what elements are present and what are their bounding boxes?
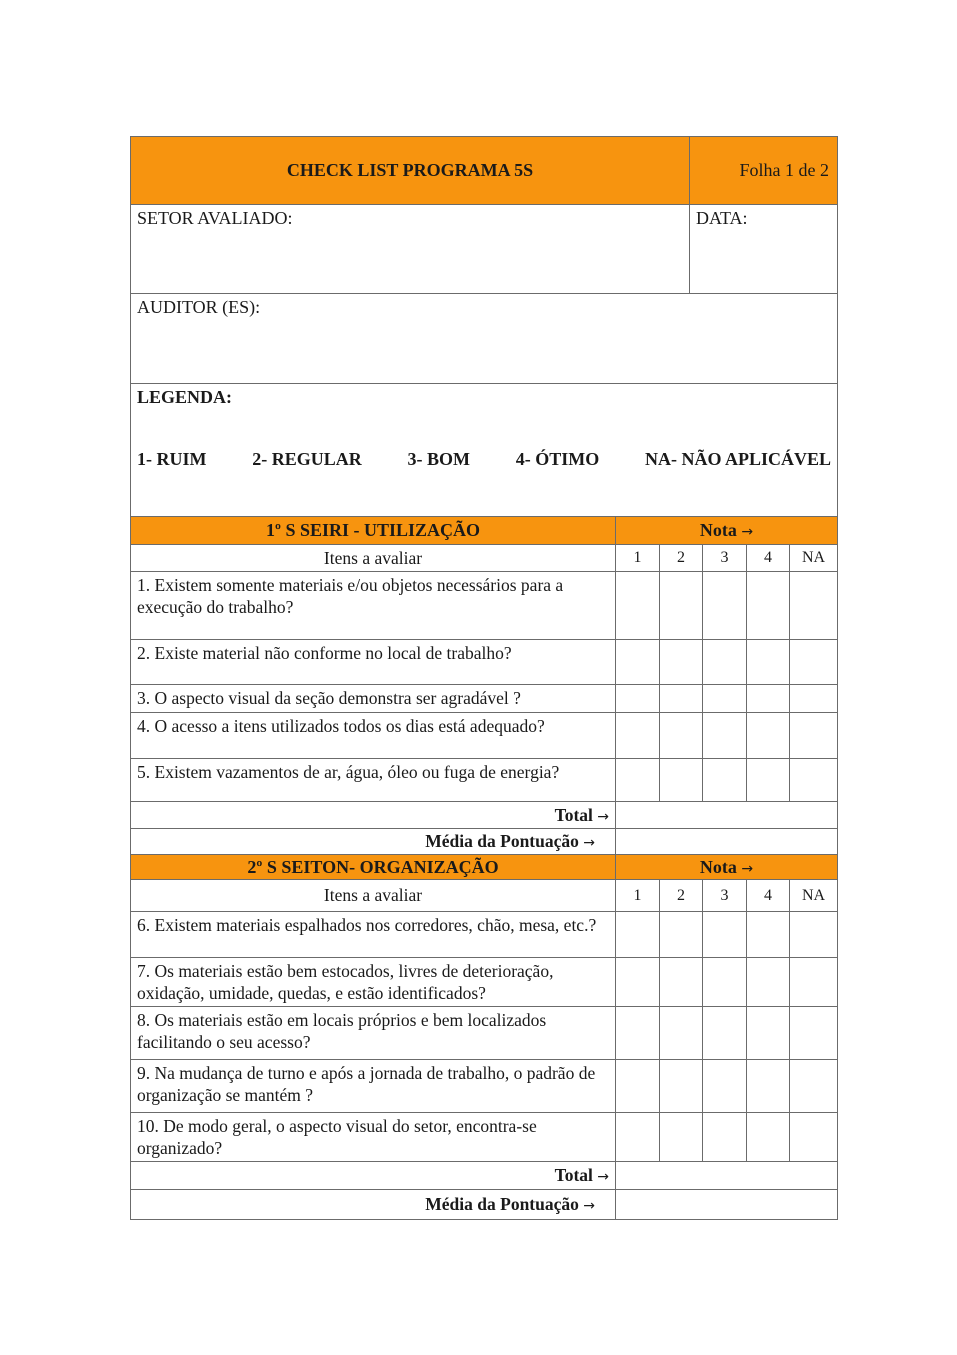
- score-cell[interactable]: [660, 1060, 703, 1113]
- question-9: 9. Na mudança de turno e após a jornada de trabalho, o padrão de organização se mantém ?: [131, 1060, 616, 1113]
- media-label: Média da Pontuação: [425, 831, 579, 851]
- arrow-right-icon: →: [741, 524, 754, 540]
- score-cell[interactable]: [660, 572, 703, 640]
- score-header-3: 3: [703, 880, 747, 912]
- total-label: Total: [554, 1165, 593, 1185]
- score-cell[interactable]: [616, 685, 660, 713]
- score-cell[interactable]: [616, 1113, 660, 1162]
- score-header-4: 4: [747, 545, 790, 572]
- document-title: CHECK LIST PROGRAMA 5S: [131, 137, 690, 205]
- question-6: 6. Existem materiais espalhados nos corredores, chão, mesa, etc.?: [131, 912, 616, 958]
- arrow-right-icon: →: [741, 860, 754, 877]
- checklist-sheet: [130, 136, 837, 1220]
- score-cell[interactable]: [703, 640, 747, 685]
- total-label: Total: [554, 804, 593, 825]
- score-header-4: 4: [747, 880, 790, 912]
- question-2: 2. Existe material não conforme no local de trabalho?: [131, 640, 616, 685]
- media-row: [131, 1190, 616, 1220]
- score-cell[interactable]: [790, 1113, 838, 1162]
- section1-table: [130, 516, 838, 855]
- score-header-2: 2: [660, 880, 703, 912]
- date-field[interactable]: [690, 205, 838, 294]
- arrow-right-icon: →: [597, 808, 609, 825]
- score-header-1: 1: [616, 545, 660, 572]
- question-3: 3. O aspecto visual da seção demonstra ser agradável ?: [131, 685, 616, 713]
- auditor-label: AUDITOR (ES):: [137, 297, 261, 317]
- legend-heading: LEGENDA:: [137, 387, 233, 407]
- score-cell[interactable]: [660, 1007, 703, 1060]
- score-cell[interactable]: [747, 685, 790, 713]
- score-cell[interactable]: [790, 1060, 838, 1113]
- score-cell[interactable]: [790, 1007, 838, 1060]
- sector-field[interactable]: [131, 205, 690, 294]
- media-row: [131, 829, 616, 855]
- score-cell[interactable]: [703, 1007, 747, 1060]
- header-table: [130, 136, 838, 517]
- score-cell[interactable]: [616, 958, 660, 1007]
- score-cell[interactable]: [747, 912, 790, 958]
- arrow-right-icon: →: [583, 835, 595, 851]
- section1-title: 1º S SEIRI - UTILIZAÇÃO: [131, 517, 616, 545]
- score-cell[interactable]: [747, 713, 790, 759]
- score-header-na: NA: [790, 545, 838, 572]
- total-row: [131, 802, 616, 829]
- score-cell[interactable]: [747, 1113, 790, 1162]
- score-cell[interactable]: [616, 1007, 660, 1060]
- score-cell[interactable]: [660, 912, 703, 958]
- score-header-na: NA: [790, 880, 838, 912]
- score-cell[interactable]: [747, 958, 790, 1007]
- score-cell[interactable]: [747, 1007, 790, 1060]
- media-label: Média da Pontuação: [425, 1194, 579, 1214]
- media-value-cell[interactable]: [616, 1190, 838, 1220]
- auditor-field[interactable]: [131, 294, 838, 384]
- score-cell[interactable]: [790, 685, 838, 713]
- question-7: 7. Os materiais estão bem estocados, livres de deterioração, oxidação, umidade, quedas, e estão identificados?: [131, 958, 616, 1007]
- legend-item: 4- ÓTIMO: [515, 449, 600, 469]
- score-cell[interactable]: [790, 958, 838, 1007]
- legend-item: 2- REGULAR: [252, 449, 362, 469]
- question-4: 4. O acesso a itens utilizados todos os dias está adequado?: [131, 713, 616, 759]
- score-header-3: 3: [703, 545, 747, 572]
- score-cell[interactable]: [660, 1113, 703, 1162]
- sheet-number: Folha 1 de 2: [690, 137, 838, 205]
- question-8: 8. Os materiais estão em locais próprios e bem localizados facilitando o seu acesso?: [131, 1007, 616, 1060]
- score-header-1: 1: [616, 880, 660, 912]
- score-cell[interactable]: [790, 713, 838, 759]
- score-cell[interactable]: [660, 640, 703, 685]
- score-cell[interactable]: [660, 759, 703, 802]
- nota-label: Nota: [699, 856, 737, 877]
- score-cell[interactable]: [747, 640, 790, 685]
- score-cell[interactable]: [703, 572, 747, 640]
- sector-label: SETOR AVALIADO:: [137, 208, 293, 228]
- score-cell[interactable]: [703, 759, 747, 802]
- score-cell[interactable]: [790, 759, 838, 802]
- score-cell[interactable]: [790, 912, 838, 958]
- total-row: [131, 1162, 616, 1190]
- legend-item: 1- RUIM: [137, 449, 207, 469]
- score-cell[interactable]: [703, 912, 747, 958]
- score-cell[interactable]: [660, 685, 703, 713]
- score-cell[interactable]: [616, 713, 660, 759]
- score-cell[interactable]: [616, 1060, 660, 1113]
- arrow-right-icon: →: [597, 1169, 609, 1185]
- question-5: 5. Existem vazamentos de ar, água, óleo ou fuga de energia?: [131, 759, 616, 802]
- score-cell[interactable]: [660, 958, 703, 1007]
- total-value-cell[interactable]: [616, 1162, 838, 1190]
- date-label: DATA:: [696, 208, 748, 228]
- score-cell[interactable]: [747, 572, 790, 640]
- score-cell[interactable]: [703, 958, 747, 1007]
- score-cell[interactable]: [616, 912, 660, 958]
- score-cell[interactable]: [703, 1113, 747, 1162]
- section2-title: 2º S SEITON- ORGANIZAÇÃO: [131, 855, 616, 880]
- nota-label: Nota: [699, 520, 737, 540]
- score-cell[interactable]: [660, 713, 703, 759]
- section1-nota-header: [616, 517, 838, 545]
- legend-item: 3- BOM: [407, 449, 470, 469]
- question-10: 10. De modo geral, o aspecto visual do setor, encontra-se organizado?: [131, 1113, 616, 1162]
- score-cell[interactable]: [703, 1060, 747, 1113]
- score-header-2: 2: [660, 545, 703, 572]
- score-cell[interactable]: [790, 640, 838, 685]
- media-value-cell[interactable]: [616, 829, 838, 855]
- legend-box: [131, 384, 838, 517]
- score-cell[interactable]: [790, 572, 838, 640]
- items-header: Itens a avaliar: [131, 545, 616, 572]
- score-cell[interactable]: [703, 685, 747, 713]
- question-1: 1. Existem somente materiais e/ou objetos necessários para a execução do trabalho?: [131, 572, 616, 640]
- section2-table: [130, 854, 838, 1220]
- items-header: Itens a avaliar: [131, 880, 616, 912]
- score-cell[interactable]: [703, 713, 747, 759]
- score-cell[interactable]: [616, 759, 660, 802]
- legend-item: NA- NÃO APLICÁVEL: [644, 449, 831, 469]
- section2-nota-header: [616, 855, 838, 880]
- total-value-cell[interactable]: [616, 802, 838, 829]
- score-cell[interactable]: [747, 1060, 790, 1113]
- legend-items: [131, 449, 837, 470]
- score-cell[interactable]: [616, 572, 660, 640]
- arrow-right-icon: →: [583, 1198, 595, 1214]
- score-cell[interactable]: [747, 759, 790, 802]
- score-cell[interactable]: [616, 640, 660, 685]
